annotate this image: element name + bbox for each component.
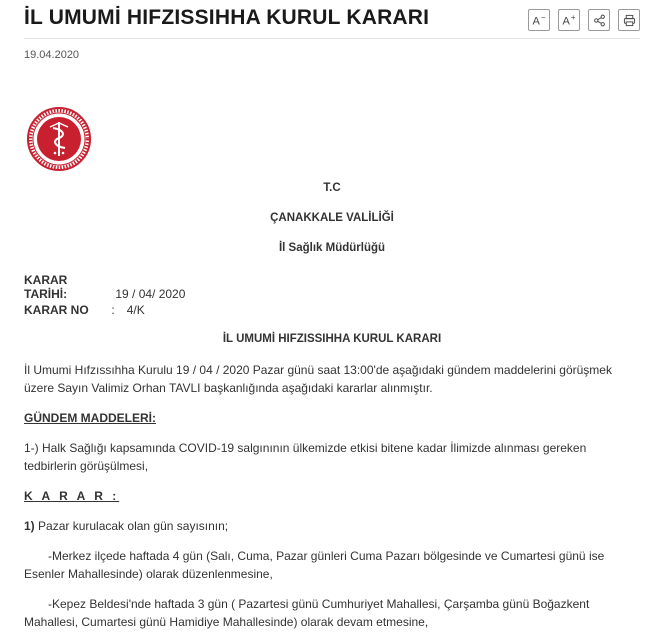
print-button[interactable]: [618, 9, 640, 31]
decision-item-number: 1): [24, 519, 35, 533]
agenda-label: GÜNDEM MADDELERİ:: [24, 411, 156, 425]
share-icon: [593, 14, 606, 27]
karar-no-value: 4/K: [126, 303, 145, 317]
font-increase-icon: A+: [562, 12, 576, 28]
intro-paragraph: İl Umumi Hıfzıssıhha Kurulu 19 / 04 / 2020 Pazar günü saat 13:00'de aşağıdaki gündem maddelerini görüşmek üzere Sayın Valimiz Orhan TAVLI başkanlığında aşağıdaki kararlar alınmıştır.: [24, 363, 612, 395]
decision-bullet-2: -Kepez Beldesi'nde haftada 3 gün ( Pazartesi günü Cumhuriyet Mahallesi, Çarşamba günü Boğazkent Mahallesi, Cumartesi günü Hamidiye Mahallesinde) olarak devam etmesine,: [24, 597, 590, 629]
font-decrease-icon: A−: [532, 12, 546, 28]
share-button[interactable]: [588, 9, 610, 31]
karar-no-label: KARAR NO: [24, 303, 89, 317]
toolbar: [528, 9, 640, 31]
decision-bullet-1: -Merkez ilçede haftada 4 gün (Salı, Cuma, Pazar günleri Cuma Pazarı bölgesinde ve Cumartesi günü ise Esenler Mahallesinde) olarak düzenlenmesine,: [24, 549, 605, 581]
font-increase-button[interactable]: [558, 9, 580, 31]
doc-header-tc: T.C: [323, 182, 341, 194]
karar-tarihi-row: [24, 273, 185, 301]
decision-item: [24, 517, 640, 535]
font-decrease-button[interactable]: [528, 9, 550, 31]
decision-label: K A R A R :: [24, 489, 120, 503]
decision-item-text: Pazar kurulacak olan gün sayısının;: [38, 519, 229, 533]
karar-no-row: [24, 303, 145, 317]
publish-date: 19.04.2020: [24, 49, 80, 61]
karar-tarihi-label: KARAR TARİHİ:: [24, 273, 68, 301]
page-title: İL UMUMİ HIFZISSIHHA KURUL KARARI: [24, 6, 430, 29]
header-divider: [24, 38, 640, 39]
decision-heading: İL UMUMİ HIFZISSIHHA KURUL KARARI: [222, 333, 442, 345]
doc-header-valilik: ÇANAKKALE VALİLİĞİ: [270, 212, 394, 224]
karar-tarihi-value: 19 / 04/ 2020: [115, 287, 186, 301]
ministry-of-health-logo: [26, 106, 92, 172]
doc-header-mudurluk: İl Sağlık Müdürlüğü: [278, 242, 386, 254]
karar-no-separator: :: [111, 303, 115, 317]
print-icon: [623, 14, 636, 27]
agenda-item: 1-) Halk Sağlığı kapsamında COVID-19 salgınının ülkemizde etkisi bitene kadar İlimizde alınması gereken tedbirlerin görüşülmesi,: [24, 441, 587, 473]
